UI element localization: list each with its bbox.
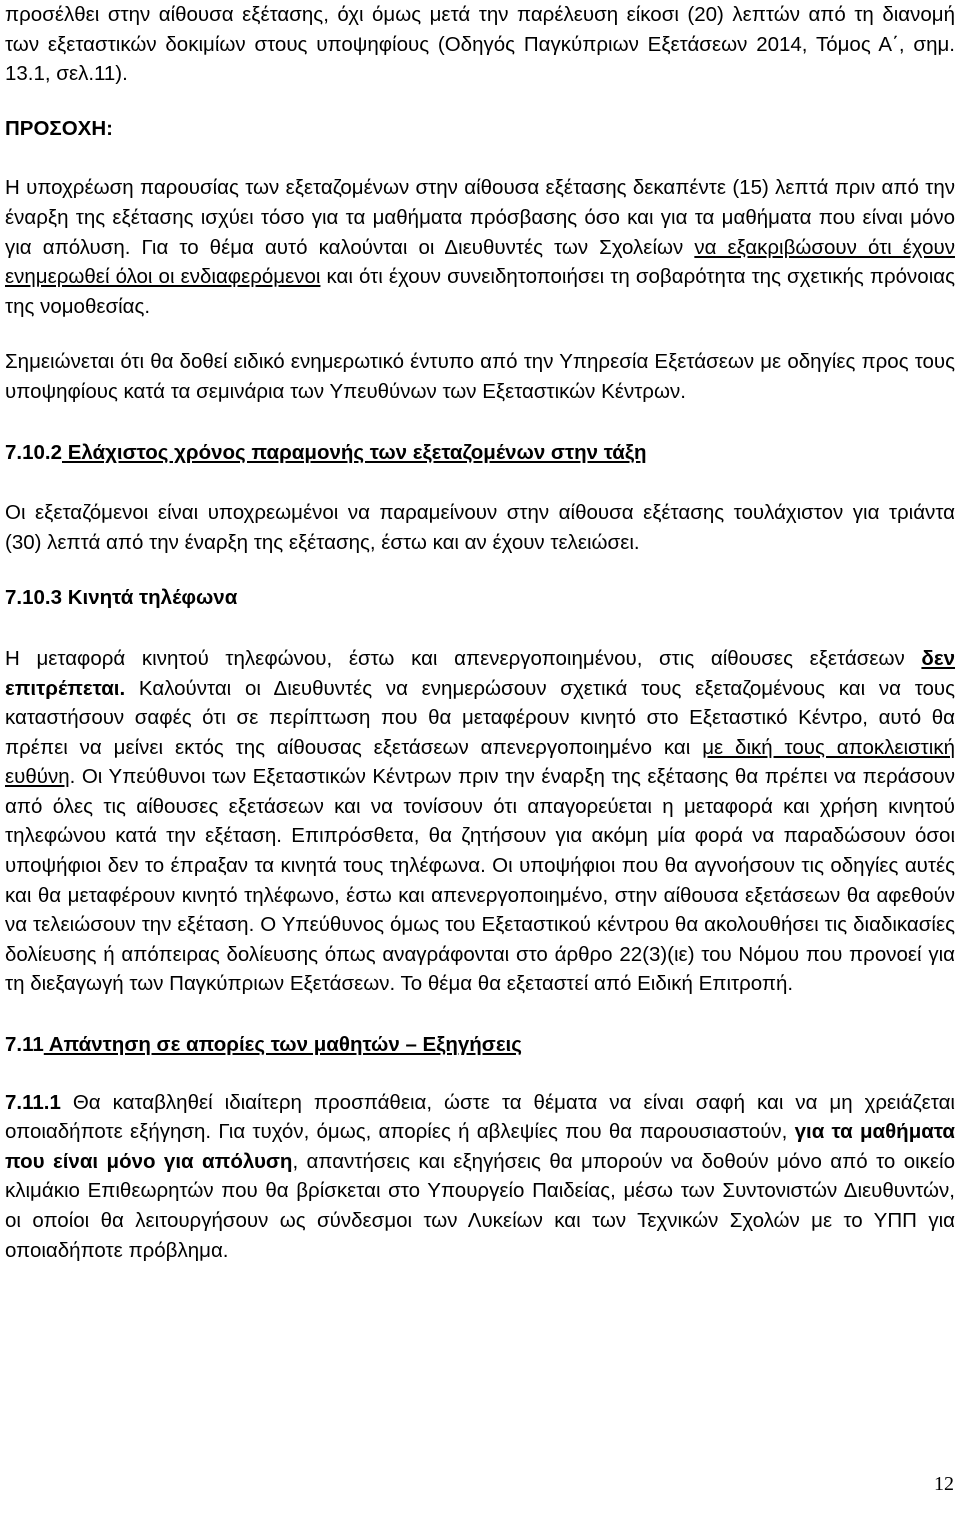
section-7-11-title: Απάντηση σε απορίες των μαθητών – Εξηγήσεις (43, 1033, 522, 1057)
mobile-text-1: Η μεταφορά κινητού τηλεφώνου, έστω και απενεργοποιημένου, στις αίθουσες εξετάσεων (5, 646, 922, 670)
intro-paragraph: προσέλθει στην αίθουσα εξέτασης, όχι όμως μετά την παρέλευση είκοσι (20) λεπτών από τη διανομή των εξεταστικών δοκιμίων στους υποψηφίους (Οδηγός Παγκύπριων Εξετάσεων 2014, Τόμος Α΄, σημ. 13.1, σελ.11). (5, 3, 955, 86)
attention-paragraph-2: Σημειώνεται ότι θα δοθεί ειδικό ενημερωτικό έντυπο από την Υπηρεσία Εξετάσεων με οδηγίες προς τους υποψηφίους κατά τα σεμινάρια των Υπευθύνων των Εξεταστικών Κέντρων. (5, 350, 955, 403)
questions-text-1: Θα καταβληθεί ιδιαίτερη προσπάθεια, ώστε τα θέματα να είναι σαφή και να μη χρειάζεται οποιαδήποτε εξήγηση. Για τυχόν, όμως, απορίες ή αβλεψίες που θα παρουσιαστούν, (5, 1090, 955, 1144)
mobile-not-emphasis: δεν (921, 646, 955, 670)
page-content (5, 0, 955, 1265)
section-7-10-2-number: 7.10.2 (5, 440, 62, 464)
section-7-10-3-heading (5, 583, 955, 613)
attention-heading: ΠΡΟΣΟΧΗ: (5, 116, 113, 140)
page-number: 12 (934, 1473, 954, 1495)
attention-underlined-text: να εξακριβώσουν ότι έχουν ενημερωθεί όλοι οι ενδιαφερόμενοι (5, 235, 955, 289)
questions-text-2: , απαντήσεις και εξηγήσεις θα μπορούν να δοθούν μόνο από το οικείο κλιμάκιο Επιθεωρητών που θα βρίσκεται στο Υπουργείο Παιδείας, μέσω των Συντονιστών Διευθυντών, οι οποίοι θα λειτουργήσουν ως σύνδεσμοι των Λυκείων και των Τεχνικών Σχολών με το ΥΠΠ για οποιαδήποτε πρόβλημα. (5, 1149, 955, 1262)
section-7-10-2-paragraph: Οι εξεταζόμενοι είναι υποχρεωμένοι να παραμείνουν στην αίθουσα εξέτασης τουλάχιστον για τριάντα (30) λεπτά από την έναρξη της εξέτασης, έστω και αν έχουν τελειώσει. (5, 501, 955, 554)
mobile-text-3: . Οι Υπεύθυνοι των Εξεταστικών Κέντρων πριν την έναρξη της εξέτασης θα πρέπει να περάσουν από όλες τις αίθουσες εξετάσεων και να τονίσουν ότι απαγορεύεται η μεταφορά και χρήση κινητού τηλεφώνου κατά την εξέταση. Επιπρόσθετα, θα ζητήσουν για ακόμη μία φορά να παραδώσουν όσοι υποψήφιοι δεν το έπραξαν τα κινητά τους τηλέφωνα. Οι υποψήφιοι που θα αγνοήσουν τις οδηγίες αυτές και θα μεταφέρουν κινητό τηλέφωνο, έστω και απενεργοποιημένο, στην αίθουσα εξετάσεων θα αφεθούν να τελειώσουν την εξέταση. Ο Υπεύθυνος όμως του Εξεταστικού κέντρου θα ακολουθήσει τις διαδικασίες δολίευσης ή απόπειρας δολίευσης όπως αναγράφονται στο άρθρο 22(3)(ιε) του Νόμου που προνοεί για τη διεξαγωγή των Παγκύπριων Εξετάσεων. Το θέμα θα εξεταστεί από Ειδική Επιτροπή. (5, 765, 955, 996)
questions-bold-text: για τα μαθήματα που είναι μόνο για απόλυση (5, 1120, 956, 1173)
section-7-10-2-title: Ελάχιστος χρόνος παραμονής των εξεταζομένων στην τάξη (62, 440, 647, 464)
section-7-11-1-number: 7.11.1 (5, 1090, 61, 1114)
section-7-10-3-number: 7.10.3 (5, 586, 62, 610)
section-7-10-3-paragraph (5, 644, 955, 999)
section-7-11-number: 7.11 (5, 1033, 44, 1057)
section-7-11-1-paragraph (5, 1088, 955, 1266)
attention-paragraph-1 (5, 173, 955, 321)
section-7-10-2-heading (5, 438, 955, 468)
attention-text-b: και ότι έχουν συνειδητοποιήσει τη σοβαρότητα της σχετικής πρόνοιας της νομοθεσίας. (5, 265, 955, 318)
mobile-text-2: Καλούνται οι Διευθυντές να ενημερώσουν σχετικά τους εξεταζομένους και να τους καταστήσουν σαφές ότι σε περίπτωση που θα μεταφέρουν κινητό στο Εξεταστικό Κέντρο, αυτό θα πρέπει να μείνει εκτός της αίθουσας εξετάσεων απενεργοποιημένο και (5, 676, 955, 759)
section-7-10-3-title: Κινητά τηλέφωνα (62, 586, 238, 610)
section-7-11-heading (5, 1030, 955, 1060)
attention-text-a: Η υποχρέωση παρουσίας των εξεταζομένων στην αίθουσα εξέτασης δεκαπέντε (15) λεπτά πριν από την έναρξη της εξέτασης ισχύει τόσο για τα μαθήματα πρόσβασης όσο και για τα μαθήματα που είναι μόνο για απόλυση. Για το θέμα αυτό καλούνται οι Διευθυντές των Σχολείων (5, 176, 955, 259)
mobile-allowed-emphasis: επιτρέπεται. (5, 676, 126, 700)
mobile-responsibility-underlined: με δική τους αποκλειστική ευθύνη (5, 735, 955, 789)
